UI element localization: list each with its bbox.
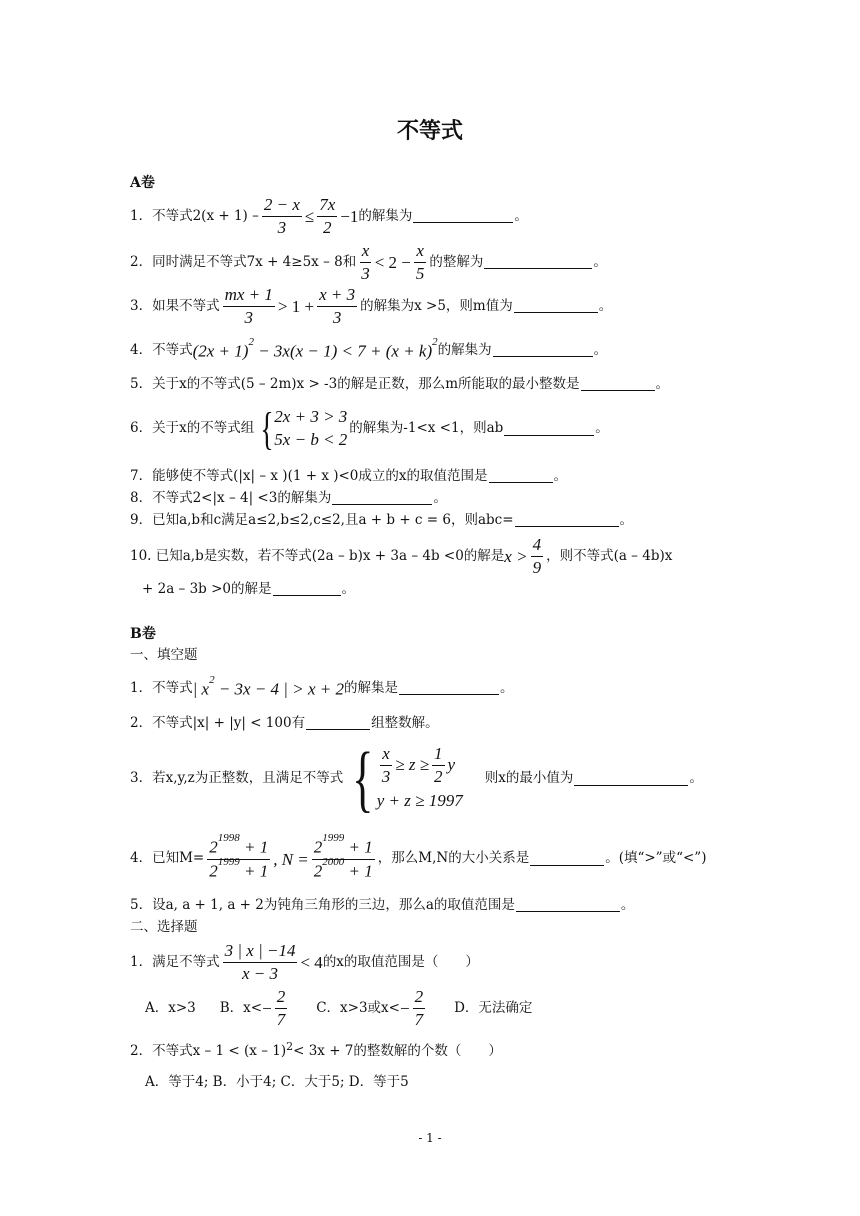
- question-c1: 1．满足不等式 $\frac{3 | x | -14}{x - 3}$ < 4 的x的取值范围是（ ）: [130, 941, 479, 983]
- question-b5: 5．设a, a + 1, a + 2为钝角三角形的三边，那么a的取值范围是 。: [130, 897, 635, 913]
- a6-pre: 6．关于x的不等式组: [130, 420, 255, 437]
- question-a3: 3．如果不等式 $\frac{mx + 1}{3}$ > 1 + $\frac{x + 3}{3}$ 的解集为x >5，则m值为 。: [130, 285, 613, 327]
- answer-blank[interactable]: [306, 717, 370, 730]
- a3-post: 的解集为x >5，则m值为: [360, 297, 513, 314]
- question-c1-options: [145, 988, 532, 1029]
- question-a6: 6．关于x的不等式组 { 2x + 3 > 3 5x − b < 2 的解集为-1<x <1，则ab 。: [130, 403, 609, 454]
- fraction: $\frac{3 | x | -14}{x - 3}$: [224, 941, 296, 983]
- inequality-system: { 2x + 3 > 3 5x − b < 2: [260, 403, 348, 454]
- b3-post: 则x的最小值为: [484, 770, 574, 787]
- fraction: $\frac{mx + 1}{3}$: [224, 285, 273, 327]
- question-b1: 1．不等式 | $x^2 - 3x - 4$ | > x + 2 的解集是 。: [130, 674, 514, 699]
- a8-text: 8．不等式2<|x – 4| <3的解集为: [130, 490, 332, 506]
- answer-blank[interactable]: [493, 344, 593, 357]
- a4-post: 的解集为: [437, 342, 492, 359]
- answer-blank[interactable]: [489, 470, 553, 483]
- page-title: 不等式: [396, 119, 463, 144]
- b1-pre: 1．不等式: [130, 680, 193, 697]
- a5-text: 5．关于x的不等式(5 – 2m)x > -3的解是正数，那么m所能取的最小整数是: [130, 376, 580, 392]
- option-b[interactable]: B．x< − $\frac{2}{7}$: [219, 987, 286, 1029]
- question-a4: 4．不等式 $(2x + 1)^2 - 3x(x - 1) < 7 + (x + k)^2$ 的解集为 。: [130, 336, 608, 361]
- a2-post: 的整解为: [429, 253, 484, 270]
- a9-text: 9．已知a,b和c满足a≤2,b≤2,c≤2,且a + b + c = 6，则abc=: [130, 512, 514, 528]
- question-a9: 9．已知a,b和c满足a≤2,b≤2,c≤2,且a + b + c = 6，则abc= 。: [130, 512, 634, 528]
- fraction: $\frac{2^{1998} + 1}{2^{1999} + 1}$: [209, 832, 269, 881]
- option-d[interactable]: D．无法确定: [454, 999, 533, 1016]
- page-number: - 1 -: [418, 1131, 442, 1145]
- question-c2-options[interactable]: A．等于4; B．小于4; C．大于5; D．等于5: [145, 1074, 409, 1090]
- option-c[interactable]: C．x>3或x< − $\frac{2}{7}$: [316, 987, 424, 1029]
- option-a[interactable]: A．x>3: [145, 999, 196, 1016]
- answer-blank[interactable]: [504, 423, 594, 436]
- answer-blank[interactable]: [516, 899, 620, 912]
- fraction: $\frac{x + 3}{3}$: [319, 285, 356, 327]
- c2-text-pre: 2．不等式x – 1 < (x – 1): [130, 1043, 287, 1059]
- choice-heading: 二、选择题: [130, 919, 198, 935]
- formula: $(2x + 1)^2 - 3x(x - 1) < 7 + (x + k)^2$: [192, 336, 438, 361]
- inequality-system: { $\frac{x}{3}$ ≥ z ≥ $\frac{1}{2}$ y y + z ≥ 1997: [352, 738, 463, 820]
- formula: | $x^2 - 3x - 4$ | > x + 2: [192, 674, 344, 699]
- b3-pre: 3．若x,y,z为正整数，且满足不等式: [130, 770, 344, 787]
- question-a5: 5．关于x的不等式(5 – 2m)x > -3的解是正数，那么m所能取的最小整数是 。: [130, 376, 670, 392]
- question-c2: 2．不等式x – 1 < (x – 1) 2 < 3x + 7的整数解的个数（ ）: [130, 1040, 502, 1059]
- question-a10-line2: + 2a – 3b >0的解是 。: [142, 581, 355, 597]
- answer-blank[interactable]: [574, 773, 688, 786]
- fraction: $\frac{x}{3}$: [361, 241, 370, 283]
- answer-blank[interactable]: [515, 514, 619, 527]
- question-b3: 3．若x,y,z为正整数，且满足不等式 { $\frac{x}{3}$ ≥ z ≥ $\frac{1}{2}$ y y + z ≥ 1997 则x的最小值为 。: [130, 738, 703, 820]
- a4-pre: 4．不等式: [130, 342, 193, 359]
- question-a7: 7．能够使不等式(|x| – x )(1 + x )<0成立的x的取值范围是 。: [130, 468, 568, 484]
- answer-blank[interactable]: [581, 378, 655, 391]
- fraction: $\frac{7x}{2}$: [319, 195, 336, 237]
- b1-post: 的解集是: [343, 680, 398, 697]
- answer-blank[interactable]: [530, 853, 604, 866]
- a10-pre: 10. 已知a,b是实数，若不等式(2a – b)x + 3a – 4b <0的解是: [130, 547, 505, 564]
- a3-pre: 3．如果不等式: [130, 297, 220, 314]
- fraction: $\frac{2 - x}{3}$: [263, 195, 300, 237]
- question-a8: 8．不等式2<|x – 4| <3的解集为 。: [130, 490, 447, 506]
- section-b-heading: B卷: [130, 626, 156, 642]
- section-a-heading: A卷: [130, 175, 155, 191]
- question-a1: 1．不等式2(x + 1) – $\frac{2 - x}{3}$ ≤ $\frac{7x}{2}$ −1 的解集为 。: [130, 195, 528, 237]
- fraction: $\frac{2^{1999} + 1}{2^{2000} + 1}$: [313, 832, 373, 881]
- answer-blank[interactable]: [332, 492, 432, 505]
- c2-text-post: < 3x + 7的整数解的个数（ ）: [293, 1043, 502, 1059]
- question-b2: 2．不等式|x| + |y| < 100有 组整数解。: [130, 715, 439, 731]
- a1-pre: 1．不等式2(x + 1) –: [130, 207, 259, 224]
- a7-text: 7．能够使不等式(|x| – x )(1 + x )<0成立的x的取值范围是: [130, 468, 488, 484]
- a1-post: 的解集为: [358, 207, 413, 224]
- answer-blank[interactable]: [484, 256, 592, 269]
- fraction: $\frac{4}{9}$: [532, 535, 542, 577]
- answer-blank[interactable]: [514, 300, 598, 313]
- b2-pre: 2．不等式|x| + |y| < 100有: [130, 715, 306, 731]
- c1-post: 的x的取值范围是（ ）: [322, 953, 479, 970]
- answer-blank[interactable]: [273, 583, 341, 596]
- c1-pre: 1．满足不等式: [130, 953, 220, 970]
- b4-pre: 4．已知M=: [130, 850, 205, 867]
- a6-post: 的解集为-1<x <1，则ab: [349, 420, 504, 437]
- a10-post: ，则不等式(a – 4b)x: [546, 547, 673, 564]
- b5-text: 5．设a, a + 1, a + 2为钝角三角形的三边，那么a的取值范围是: [130, 897, 515, 913]
- answer-blank[interactable]: [399, 682, 499, 695]
- a10-line2: + 2a – 3b >0的解是: [142, 581, 272, 597]
- answer-blank[interactable]: [413, 210, 513, 223]
- fraction: $\frac{x}{5}$: [415, 241, 425, 283]
- question-b4: 4．已知M= $\frac{2^{1998} + 1}{2^{1999} + 1}$ , N = $\frac{2^{1999} + 1}{2^{2000} + 1}$ ，那么M,N的大小关系是 。(填“>”或“<”): [130, 832, 707, 881]
- a2-pre: 2．同时满足不等式7x + 4≥5x – 8和: [130, 253, 357, 270]
- question-a2: 2．同时满足不等式7x + 4≥5x – 8和 $\frac{x}{3}$ < 2 − $\frac{x}{5}$ 的整解为 。: [130, 241, 607, 283]
- b4-post: ，那么M,N的大小关系是: [377, 850, 530, 867]
- question-a10: 10. 已知a,b是实数，若不等式(2a – b)x + 3a – 4b <0的解是 x > $\frac{4}{9}$ ，则不等式(a – 4b)x: [130, 535, 673, 577]
- fill-in-heading: 一、填空题: [130, 647, 198, 663]
